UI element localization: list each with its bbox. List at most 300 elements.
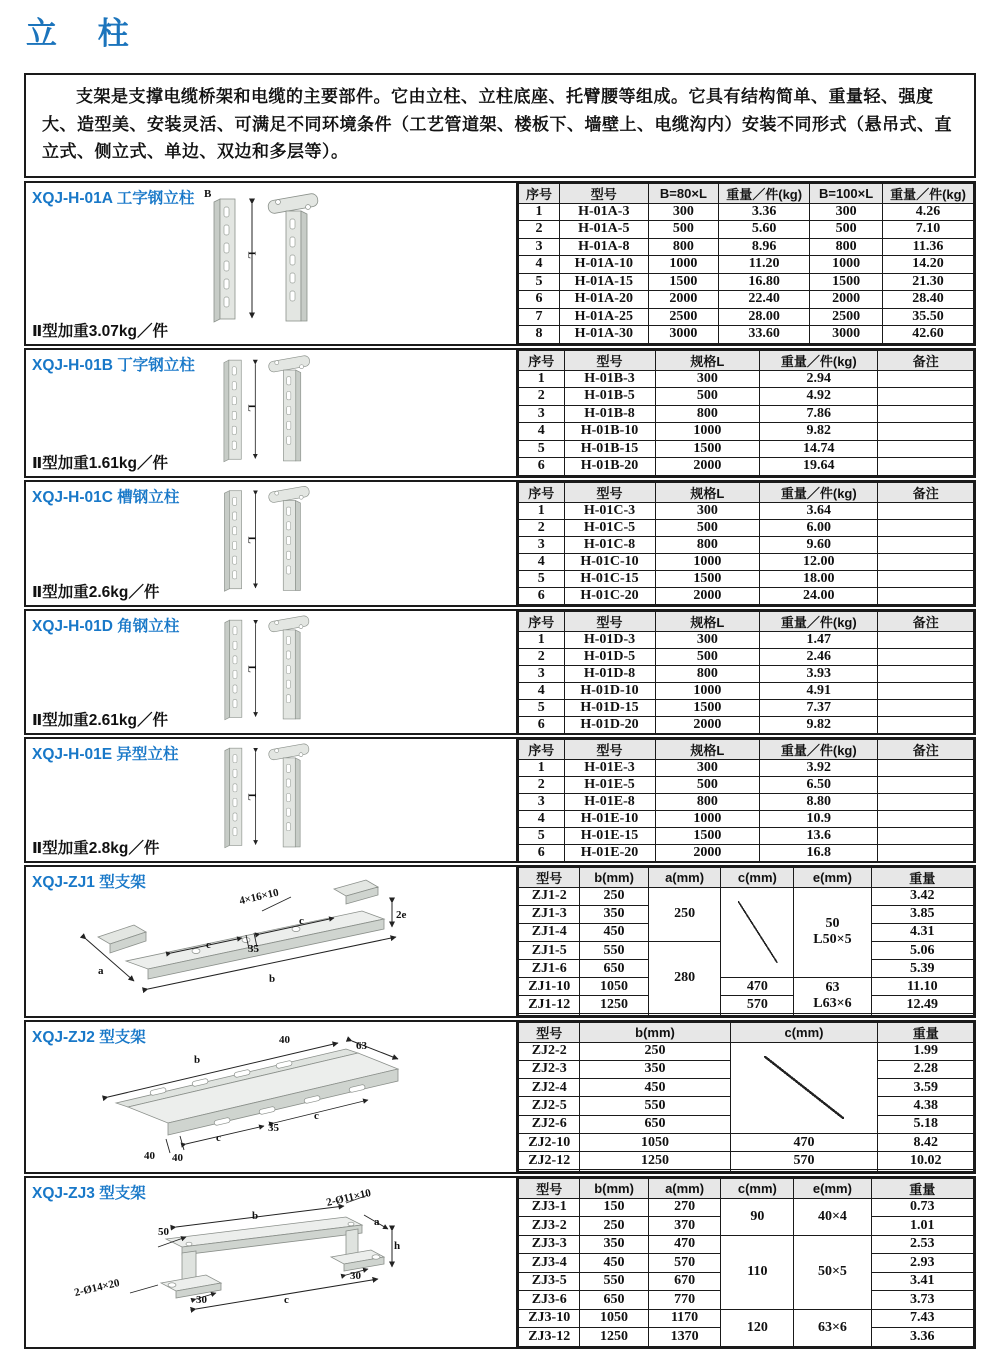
table-row xyxy=(519,458,974,476)
table-cell: 6 xyxy=(519,844,565,861)
table-cell: 4 xyxy=(519,256,560,274)
table-cell: 12.00 xyxy=(760,553,878,570)
table-cell: 1000 xyxy=(655,682,760,699)
column-header: 型号 xyxy=(559,183,648,203)
table-cell: 250 xyxy=(648,887,721,941)
column-header: 序号 xyxy=(519,482,565,502)
dim-label-c2: c xyxy=(299,914,304,927)
table-cell: H-01A-20 xyxy=(559,291,648,309)
table-row xyxy=(519,716,974,733)
table-cell: H-01C-3 xyxy=(564,502,655,519)
column-header: 型号 xyxy=(564,611,655,631)
table-cell: ZJ3-10 xyxy=(519,1309,580,1328)
table-cell: 470 xyxy=(721,978,794,996)
table-cell: H-01E-5 xyxy=(564,776,655,793)
table-row xyxy=(519,648,974,665)
table-row xyxy=(519,1198,974,1217)
table-cell: 5.18 xyxy=(878,1115,974,1133)
table-header-row xyxy=(519,611,974,631)
table-cell: 4.92 xyxy=(760,388,878,406)
table-cell: 1 xyxy=(519,502,565,519)
table-cell: H-01A-10 xyxy=(559,256,648,274)
table-cell: 50 L50×5 xyxy=(794,887,871,978)
table-cell xyxy=(878,423,974,441)
spec-table-zj3 xyxy=(518,1178,974,1347)
dim-label-63: 63 xyxy=(356,1039,367,1052)
table-cell: 120 xyxy=(721,1309,794,1346)
table-cell: 3 xyxy=(519,536,565,553)
column-header: 规格L xyxy=(655,611,760,631)
dim-label-L: L xyxy=(245,664,258,673)
section-note: Ⅱ型加重2.6kg／件 xyxy=(32,583,160,601)
table-row xyxy=(519,370,974,388)
table-cell: 650 xyxy=(580,1115,730,1133)
table-cell: 550 xyxy=(580,1272,648,1291)
table-cell: 5.39 xyxy=(871,960,973,978)
table-cell: 250 xyxy=(580,1042,730,1060)
table-cell: H-01E-8 xyxy=(564,793,655,810)
column-header: 重量／件(kg) xyxy=(760,482,878,502)
table-row xyxy=(519,587,974,604)
table-cell: 350 xyxy=(580,1060,730,1078)
table-cell: 6 xyxy=(519,458,565,476)
table-cell: 3.36 xyxy=(871,1328,973,1347)
table-cell: 5 xyxy=(519,440,565,458)
dim-label-h: h xyxy=(394,1239,401,1252)
table-cell: H-01D-20 xyxy=(564,716,655,733)
table-row xyxy=(519,1133,974,1151)
section-label: XQJ-H-01C 槽钢立柱 xyxy=(32,488,180,506)
dim-label-a: a xyxy=(98,964,104,977)
table-cell xyxy=(721,1014,794,1015)
table-cell: ZJ1-12 xyxy=(519,996,580,1014)
table-cell xyxy=(878,793,974,810)
table-cell: 1000 xyxy=(655,423,760,441)
intro-box xyxy=(24,73,976,178)
table-cell xyxy=(580,1170,730,1171)
table-header-row xyxy=(519,867,974,887)
table-cell: 1 xyxy=(519,370,565,388)
table-cell xyxy=(878,519,974,536)
column-header: 型号 xyxy=(564,482,655,502)
table-cell: 28.40 xyxy=(882,291,973,309)
table-header-row xyxy=(519,1022,974,1042)
table-row xyxy=(519,326,974,344)
table-cell: H-01B-3 xyxy=(564,370,655,388)
table-header-row xyxy=(519,350,974,370)
table-cell: 350 xyxy=(580,1235,648,1254)
table-row xyxy=(519,996,974,1014)
table-cell: 13.6 xyxy=(760,827,878,844)
dim-label-30r: 30 xyxy=(350,1269,361,1282)
section-h01a xyxy=(24,181,976,346)
dim-label-b: b xyxy=(194,1053,201,1066)
table-cell: 2 xyxy=(519,776,565,793)
column-header: 型号 xyxy=(564,350,655,370)
table-cell xyxy=(878,458,974,476)
table-row xyxy=(519,665,974,682)
table-row xyxy=(519,238,974,256)
table-header-row xyxy=(519,739,974,759)
table-cell: 19.64 xyxy=(760,458,878,476)
section-zj3 xyxy=(24,1176,976,1349)
table-cell: ZJ2-4 xyxy=(519,1079,580,1097)
dim-label-35: 35 xyxy=(248,942,259,955)
table-row xyxy=(519,810,974,827)
table-cell: 450 xyxy=(580,1254,648,1273)
table-cell: ZJ3-2 xyxy=(519,1217,580,1236)
table-cell xyxy=(878,587,974,604)
column-header: e(mm) xyxy=(794,867,871,887)
spec-table-h01c xyxy=(518,482,974,605)
table-cell xyxy=(878,716,974,733)
column-header: a(mm) xyxy=(648,867,721,887)
section-zj2 xyxy=(24,1020,976,1174)
table-row xyxy=(519,440,974,458)
table-cell: H-01B-8 xyxy=(564,405,655,423)
table-row xyxy=(519,793,974,810)
table-cell: ZJ1-10 xyxy=(519,978,580,996)
table-cell: 2000 xyxy=(648,291,719,309)
table-cell: 3.41 xyxy=(871,1272,973,1291)
table-cell xyxy=(878,759,974,776)
table-cell: ZJ1-6 xyxy=(519,960,580,978)
table-cell xyxy=(871,1014,973,1015)
table-header-row xyxy=(519,482,974,502)
dim-label-2e: 2e xyxy=(396,908,407,921)
table-cell: 2000 xyxy=(655,587,760,604)
column-header: b(mm) xyxy=(580,867,648,887)
table-row xyxy=(519,308,974,326)
section-note: Ⅱ型加重2.61kg／件 xyxy=(32,711,168,729)
dim-label-b: b xyxy=(269,972,276,985)
table-cell: H-01B-10 xyxy=(564,423,655,441)
table-row xyxy=(519,887,974,905)
table-cell: 7.43 xyxy=(871,1309,973,1328)
table-cell: 500 xyxy=(655,519,760,536)
table-cell xyxy=(878,682,974,699)
table-cell: 3 xyxy=(519,665,565,682)
table-cell xyxy=(878,388,974,406)
table-cell: 5 xyxy=(519,273,560,291)
table-cell: 670 xyxy=(648,1272,721,1291)
table-cell xyxy=(878,631,974,648)
table-cell: 6.50 xyxy=(760,776,878,793)
table-cell xyxy=(878,776,974,793)
dim-label-40t: 40 xyxy=(279,1033,290,1046)
table-cell: 1250 xyxy=(580,1152,730,1170)
page-title: 立 柱 xyxy=(26,16,145,51)
table-cell xyxy=(794,1014,871,1015)
table-cell: 2 xyxy=(519,648,565,665)
table-header-row xyxy=(519,183,974,203)
column-header: B=100×L xyxy=(810,183,883,203)
table-cell: 2.53 xyxy=(871,1235,973,1254)
table-cell: 800 xyxy=(655,665,760,682)
column-header: 备注 xyxy=(878,739,974,759)
table-cell: 5 xyxy=(519,827,565,844)
column-header: 序号 xyxy=(519,611,565,631)
dim-label-spec-bl: 2-Ø14×20 xyxy=(73,1276,121,1299)
table-cell: 2000 xyxy=(655,844,760,861)
table-cell: 3.73 xyxy=(871,1291,973,1310)
column-header: 型号 xyxy=(519,1022,580,1042)
table-row xyxy=(519,631,974,648)
table-cell: 0.73 xyxy=(871,1198,973,1217)
table-cell: H-01D-10 xyxy=(564,682,655,699)
column-header: 重量 xyxy=(871,867,973,887)
table-cell: ZJ3-4 xyxy=(519,1254,580,1273)
column-header: 序号 xyxy=(519,739,565,759)
table-cell: 1500 xyxy=(655,440,760,458)
table-cell: 1000 xyxy=(655,553,760,570)
table-cell xyxy=(648,1014,721,1015)
column-header: 规格L xyxy=(655,350,760,370)
table-cell: ZJ2-12 xyxy=(519,1152,580,1170)
column-header: b(mm) xyxy=(580,1022,730,1042)
column-header: 备注 xyxy=(878,350,974,370)
column-header: 备注 xyxy=(878,611,974,631)
table-cell: 4.31 xyxy=(871,923,973,941)
table-cell: 9.60 xyxy=(760,536,878,553)
section-label: XQJ-ZJ3 型支架 xyxy=(32,1184,146,1202)
column-header: 型号 xyxy=(564,739,655,759)
column-header: 型号 xyxy=(519,1178,580,1198)
table-cell: 11.10 xyxy=(871,978,973,996)
table-row xyxy=(519,273,974,291)
table-cell: 300 xyxy=(810,203,883,221)
table-cell: 5 xyxy=(519,570,565,587)
table-cell xyxy=(878,1170,974,1171)
table-cell: 3000 xyxy=(810,326,883,344)
table-cell: 10.9 xyxy=(760,810,878,827)
table-cell: 7.10 xyxy=(882,221,973,239)
dim-label-b: b xyxy=(252,1209,259,1222)
table-row xyxy=(519,1014,974,1015)
spec-table-h01d xyxy=(518,611,974,734)
spec-table-h01a xyxy=(518,183,974,344)
table-cell: 3 xyxy=(519,793,565,810)
table-cell: 8.96 xyxy=(719,238,810,256)
column-header: a(mm) xyxy=(648,1178,721,1198)
table-cell xyxy=(580,1014,648,1015)
table-row xyxy=(519,553,974,570)
table-cell: 11.36 xyxy=(882,238,973,256)
table-cell: 5 xyxy=(519,699,565,716)
table-cell: 4 xyxy=(519,682,565,699)
table-cell: 1500 xyxy=(655,570,760,587)
table-cell xyxy=(519,1170,580,1171)
table-cell: 1.01 xyxy=(871,1217,973,1236)
table-cell xyxy=(878,844,974,861)
table-cell: 550 xyxy=(580,941,648,959)
table-row xyxy=(519,423,974,441)
table-cell: 650 xyxy=(580,960,648,978)
spec-table-zj1 xyxy=(518,867,974,1016)
table-cell: 2.46 xyxy=(760,648,878,665)
table-cell: 300 xyxy=(655,502,760,519)
table-cell: H-01D-15 xyxy=(564,699,655,716)
table-cell: 370 xyxy=(648,1217,721,1236)
table-row xyxy=(519,519,974,536)
table-cell: 40×4 xyxy=(794,1198,871,1235)
section-note: Ⅱ型加重2.8kg／件 xyxy=(32,839,160,857)
table-cell: 1000 xyxy=(810,256,883,274)
table-cell: H-01A-15 xyxy=(559,273,648,291)
table-row xyxy=(519,776,974,793)
table-row xyxy=(519,1152,974,1170)
column-header: 规格L xyxy=(655,482,760,502)
table-row xyxy=(519,536,974,553)
table-cell: H-01D-5 xyxy=(564,648,655,665)
table-cell xyxy=(878,536,974,553)
table-cell: 570 xyxy=(730,1152,878,1170)
table-cell: H-01B-20 xyxy=(564,458,655,476)
table-cell: 500 xyxy=(810,221,883,239)
intro-text: 支架是支撑电缆桥架和电缆的主要部件。它由立柱、立柱底座、托臂腰等组成。它具有结构简单、重量轻、强度大、造型美、安装灵活、可满足不同环境条件（工艺管道架、楼板下、墙壁上、电缆沟内）安装不同形式（悬吊式、直立式、侧立式、单边、双边和多层等）。 xyxy=(42,87,952,162)
table-cell: 1 xyxy=(519,759,565,776)
table-row xyxy=(519,844,974,861)
table-row xyxy=(519,682,974,699)
table-cell: 500 xyxy=(648,221,719,239)
table-cell: 9.82 xyxy=(760,716,878,733)
table-cell: 300 xyxy=(655,631,760,648)
table-row xyxy=(519,405,974,423)
table-cell: ZJ3-5 xyxy=(519,1272,580,1291)
table-cell: 1050 xyxy=(580,1309,648,1328)
dim-label-spec: 4×16×10 xyxy=(238,886,280,907)
table-cell: 250 xyxy=(580,1217,648,1236)
table-row xyxy=(519,221,974,239)
section-label: XQJ-H-01B 丁字钢立柱 xyxy=(32,356,195,374)
table-cell: H-01C-8 xyxy=(564,536,655,553)
table-cell: 150 xyxy=(580,1198,648,1217)
column-header: 规格L xyxy=(655,739,760,759)
table-row xyxy=(519,570,974,587)
column-header: 重量／件(kg) xyxy=(719,183,810,203)
table-cell: 300 xyxy=(655,759,760,776)
table-cell: 570 xyxy=(648,1254,721,1273)
section-h01d xyxy=(24,609,976,735)
table-cell: 28.00 xyxy=(719,308,810,326)
table-cell: 450 xyxy=(580,1079,730,1097)
table-cell: 2000 xyxy=(655,716,760,733)
table-cell: 1 xyxy=(519,631,565,648)
table-cell: 800 xyxy=(648,238,719,256)
table-cell: H-01A-3 xyxy=(559,203,648,221)
table-cell: 16.8 xyxy=(760,844,878,861)
table-cell: 2000 xyxy=(810,291,883,309)
column-header: c(mm) xyxy=(730,1022,878,1042)
table-cell: 450 xyxy=(580,923,648,941)
column-header: 重量 xyxy=(871,1178,973,1198)
table-cell: 3000 xyxy=(648,326,719,344)
table-cell: 9.82 xyxy=(760,423,878,441)
table-cell: 8.80 xyxy=(760,793,878,810)
table-cell: 5.06 xyxy=(871,941,973,959)
table-cell: 7 xyxy=(519,308,560,326)
table-row xyxy=(519,978,974,996)
table-cell xyxy=(878,810,974,827)
table-cell: 800 xyxy=(655,793,760,810)
table-cell: 2.28 xyxy=(878,1060,974,1078)
table-cell: 90 xyxy=(721,1198,794,1235)
table-cell: 10.02 xyxy=(878,1152,974,1170)
table-cell: 7.37 xyxy=(760,699,878,716)
table-cell: 63 L63×6 xyxy=(794,978,871,1014)
table-cell: 3.93 xyxy=(760,665,878,682)
table-cell: 12.49 xyxy=(871,996,973,1014)
table-cell: 550 xyxy=(580,1097,730,1115)
table-cell: 500 xyxy=(655,388,760,406)
table-cell: 1050 xyxy=(580,978,648,996)
table-cell: 4.91 xyxy=(760,682,878,699)
table-cell: 4 xyxy=(519,553,565,570)
table-cell: 1500 xyxy=(648,273,719,291)
table-row xyxy=(519,759,974,776)
table-cell: 800 xyxy=(655,405,760,423)
column-header: 重量／件(kg) xyxy=(760,611,878,631)
table-cell: 1000 xyxy=(648,256,719,274)
table-cell: 4 xyxy=(519,810,565,827)
section-h01e xyxy=(24,737,976,863)
table-cell: 2.93 xyxy=(871,1254,973,1273)
bracket-drawing-zj3 xyxy=(26,1178,516,1347)
table-cell: ZJ3-1 xyxy=(519,1198,580,1217)
dim-label-B: B xyxy=(204,187,212,200)
table-cell: 2500 xyxy=(648,308,719,326)
dim-label-spec-top: 2-Ø11×10 xyxy=(325,1186,373,1209)
table-cell: H-01D-8 xyxy=(564,665,655,682)
table-cell: 4.38 xyxy=(878,1097,974,1115)
table-cell: 5.60 xyxy=(719,221,810,239)
table-cell: 3.42 xyxy=(871,887,973,905)
table-cell: 3.64 xyxy=(760,502,878,519)
table-cell: 16.80 xyxy=(719,273,810,291)
table-cell: 42.60 xyxy=(882,326,973,344)
table-cell: 500 xyxy=(655,648,760,665)
column-header: 重量／件(kg) xyxy=(882,183,973,203)
table-cell: 1170 xyxy=(648,1309,721,1328)
table-row xyxy=(519,1170,974,1171)
table-cell: 63×6 xyxy=(794,1309,871,1346)
table-row xyxy=(519,388,974,406)
section-note: Ⅱ型加重3.07kg／件 xyxy=(32,322,168,340)
table-cell: 3.59 xyxy=(878,1079,974,1097)
dim-label-40a: 40 xyxy=(144,1149,155,1162)
table-cell: 1500 xyxy=(655,699,760,716)
table-cell: 1.47 xyxy=(760,631,878,648)
table-cell: 500 xyxy=(655,776,760,793)
table-cell: H-01A-5 xyxy=(559,221,648,239)
table-cell xyxy=(730,1170,878,1171)
table-row xyxy=(519,827,974,844)
table-cell: 14.20 xyxy=(882,256,973,274)
dim-label-L: L xyxy=(245,535,258,544)
dim-label-50: 50 xyxy=(158,1225,169,1238)
table-cell: 270 xyxy=(648,1198,721,1217)
table-cell: H-01B-15 xyxy=(564,440,655,458)
column-header: 序号 xyxy=(519,183,560,203)
table-cell: 3.36 xyxy=(719,203,810,221)
dim-label-c1: c xyxy=(314,1109,319,1122)
table-cell: 18.00 xyxy=(760,570,878,587)
table-cell: ZJ3-12 xyxy=(519,1328,580,1347)
table-cell: 300 xyxy=(655,370,760,388)
table-cell xyxy=(878,370,974,388)
column-header: 重量／件(kg) xyxy=(760,739,878,759)
table-row xyxy=(519,1309,974,1328)
